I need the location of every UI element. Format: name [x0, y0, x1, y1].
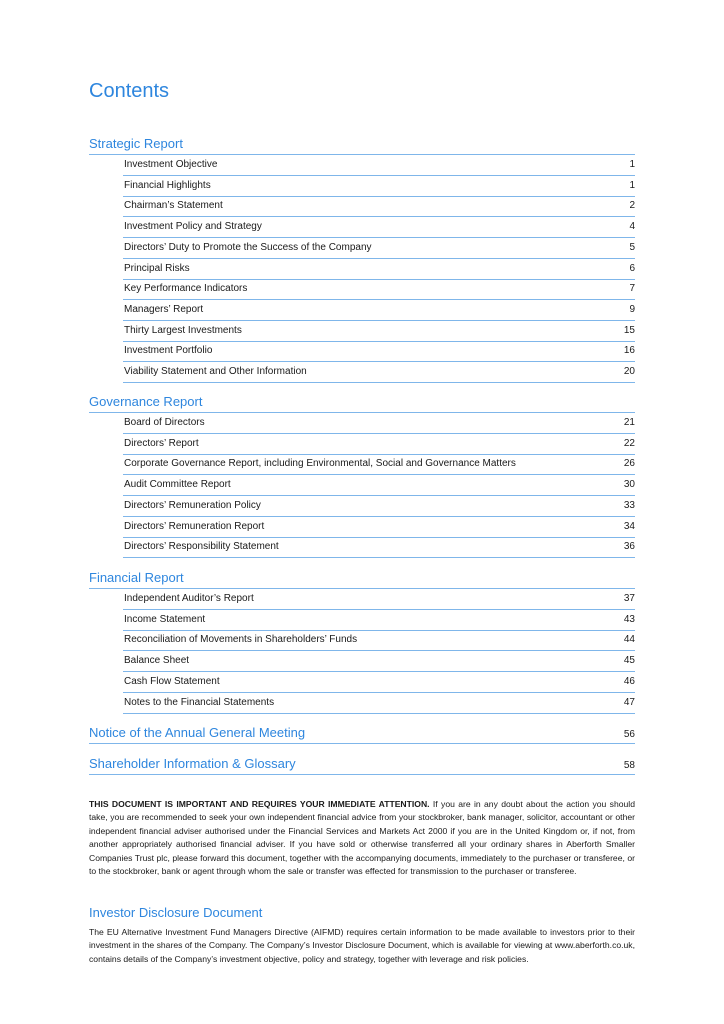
toc-entry-page: 33: [623, 499, 635, 511]
toc-entry-page: 47: [623, 696, 635, 708]
toc-entry-label: Viability Statement and Other Information: [124, 366, 307, 377]
toc-entry[interactable]: [123, 672, 635, 693]
toc-entry-page: 20: [623, 366, 635, 377]
toc-entry-page: 26: [623, 458, 635, 470]
toc-entry[interactable]: [123, 321, 635, 342]
toc-entry-label: Directors’ Responsibility Statement: [124, 541, 279, 553]
toc-entry-label: Reconciliation of Movements in Shareholders’ Funds: [124, 634, 358, 646]
toc-entry-label: Investment Portfolio: [124, 345, 213, 357]
toc-entry-page: 16: [623, 345, 635, 357]
toc-entry-page: 37: [623, 593, 635, 604]
toc-entry[interactable]: [123, 341, 635, 362]
toc-entry[interactable]: [123, 238, 635, 259]
toc-entry[interactable]: [123, 155, 635, 176]
investor-disclosure-text: The EU Alternative Investment Fund Managers Directive (AIFMD) requires certain information to be made available to investors prior to their investment in the shares of the Company. The Company’s Investor Disclosure Document, which is available for viewing at www.aberforth.co.uk, contains details of the Company’s investment objective, policy and strategy, together with leverage and risk policies.: [89, 927, 635, 964]
toc-entry[interactable]: [123, 475, 635, 496]
toc-entry[interactable]: [123, 259, 635, 280]
toc-entry-page: 6: [629, 262, 635, 274]
section-heading-notice-agm[interactable]: [89, 725, 635, 744]
important-notice-text: If you are in any doubt about the action you should take, you are recommended to seek your own independent financial advice from your stockbroker, bank manager, solicitor, accountant or other independent financial adviser authorised under the Financial Services and Markets Act 2000 if you are in the United Kingdom or, if not, from another appropriately authorised financial adviser. If you have sold or otherwise transferred all your ordinary shares in Aberforth Smaller Companies Trust plc, please forward this document, together with the accompanying documents, immediately to the purchaser or transferee, or to the stockbroker, bank or agent through whom the sale or transfer was effected for transmission to the purchaser or transferee.: [89, 799, 635, 877]
important-notice-bold: THIS DOCUMENT IS IMPORTANT AND REQUIRES YOUR IMMEDIATE ATTENTION.: [89, 799, 430, 809]
toc-entry[interactable]: [123, 434, 635, 455]
page-title: Contents: [89, 80, 170, 102]
toc-entry-page: 30: [623, 479, 635, 491]
toc-entry-page: 15: [623, 324, 635, 336]
toc-entry[interactable]: [123, 517, 635, 538]
section-heading-financial-report[interactable]: Financial Report: [89, 570, 635, 589]
toc-entry[interactable]: [123, 300, 635, 321]
toc-entry-page: 46: [623, 675, 635, 687]
toc-entry[interactable]: [123, 496, 635, 517]
toc-entry[interactable]: [123, 217, 635, 238]
toc-entry-page: 9: [629, 303, 635, 315]
toc-entry-page: 21: [623, 417, 635, 428]
section-heading-label: Shareholder Information & Glossary: [89, 756, 296, 771]
toc-entry-label: Directors’ Report: [124, 437, 199, 449]
section-heading-governance-report[interactable]: Governance Report: [89, 394, 635, 413]
toc-entry-label: Financial Highlights: [124, 179, 211, 191]
toc-entry-label: Investment Objective: [124, 159, 218, 170]
toc-entry[interactable]: [123, 693, 635, 714]
toc-entry[interactable]: [123, 589, 635, 610]
toc-entry[interactable]: [123, 362, 635, 383]
toc-entry[interactable]: [123, 651, 635, 672]
toc-entry-label: Corporate Governance Report, including Environmental, Social and Governance Matters: [124, 458, 516, 470]
section-heading-label: Notice of the Annual General Meeting: [89, 725, 306, 740]
toc-entry-page: 2: [629, 200, 635, 212]
toc-entry-label: Directors’ Duty to Promote the Success of the Company: [124, 241, 372, 253]
toc-entry-label: Notes to the Financial Statements: [124, 696, 275, 708]
toc-entry-page: 34: [623, 520, 635, 532]
toc-entry[interactable]: [123, 176, 635, 197]
toc-entry-page: 1: [629, 179, 635, 191]
page-number: 58: [623, 760, 635, 771]
toc-entry-label: Cash Flow Statement: [124, 675, 220, 687]
toc-entry-label: Investment Policy and Strategy: [124, 221, 262, 233]
toc-entry-page: 44: [623, 634, 635, 646]
toc-entry-label: Directors’ Remuneration Policy: [124, 499, 261, 511]
toc-entry[interactable]: [123, 196, 635, 217]
toc-entry-page: 7: [629, 283, 635, 295]
toc-entry[interactable]: [123, 413, 635, 434]
toc-entry[interactable]: [123, 537, 635, 558]
toc-entry[interactable]: [123, 610, 635, 631]
toc-entry-label: Independent Auditor’s Report: [124, 593, 254, 604]
toc-entry-label: Chairman’s Statement: [124, 200, 223, 212]
toc-entry[interactable]: [123, 630, 635, 651]
toc-entry-label: Principal Risks: [124, 262, 190, 274]
investor-disclosure-heading: Investor Disclosure Document: [89, 905, 263, 920]
toc-entry-page: 5: [629, 241, 635, 253]
toc-entry-label: Balance Sheet: [124, 655, 190, 667]
toc-entry-page: 1: [629, 159, 635, 170]
toc-entry-page: 45: [623, 655, 635, 667]
toc-entry-page: 4: [629, 221, 635, 233]
toc-entry-label: Board of Directors: [124, 417, 205, 428]
section-heading-shareholder-info[interactable]: [89, 756, 635, 775]
toc-entry-label: Income Statement: [124, 613, 206, 625]
toc-entry-label: Directors’ Remuneration Report: [124, 520, 265, 532]
toc-entry[interactable]: [123, 454, 635, 475]
toc-entry-label: Audit Committee Report: [124, 479, 231, 491]
toc-entry-page: 22: [623, 437, 635, 449]
toc-entry[interactable]: [123, 279, 635, 300]
toc-entry-label: Key Performance Indicators: [124, 283, 248, 295]
important-notice: [89, 798, 635, 878]
toc-entry-page: 43: [623, 613, 635, 625]
section-heading-strategic-report[interactable]: Strategic Report: [89, 136, 635, 155]
toc-entry-label: Thirty Largest Investments: [124, 324, 242, 336]
page-number: 56: [623, 729, 635, 740]
toc-entry-page: 36: [623, 541, 635, 553]
toc-entry-label: Managers’ Report: [124, 303, 204, 315]
